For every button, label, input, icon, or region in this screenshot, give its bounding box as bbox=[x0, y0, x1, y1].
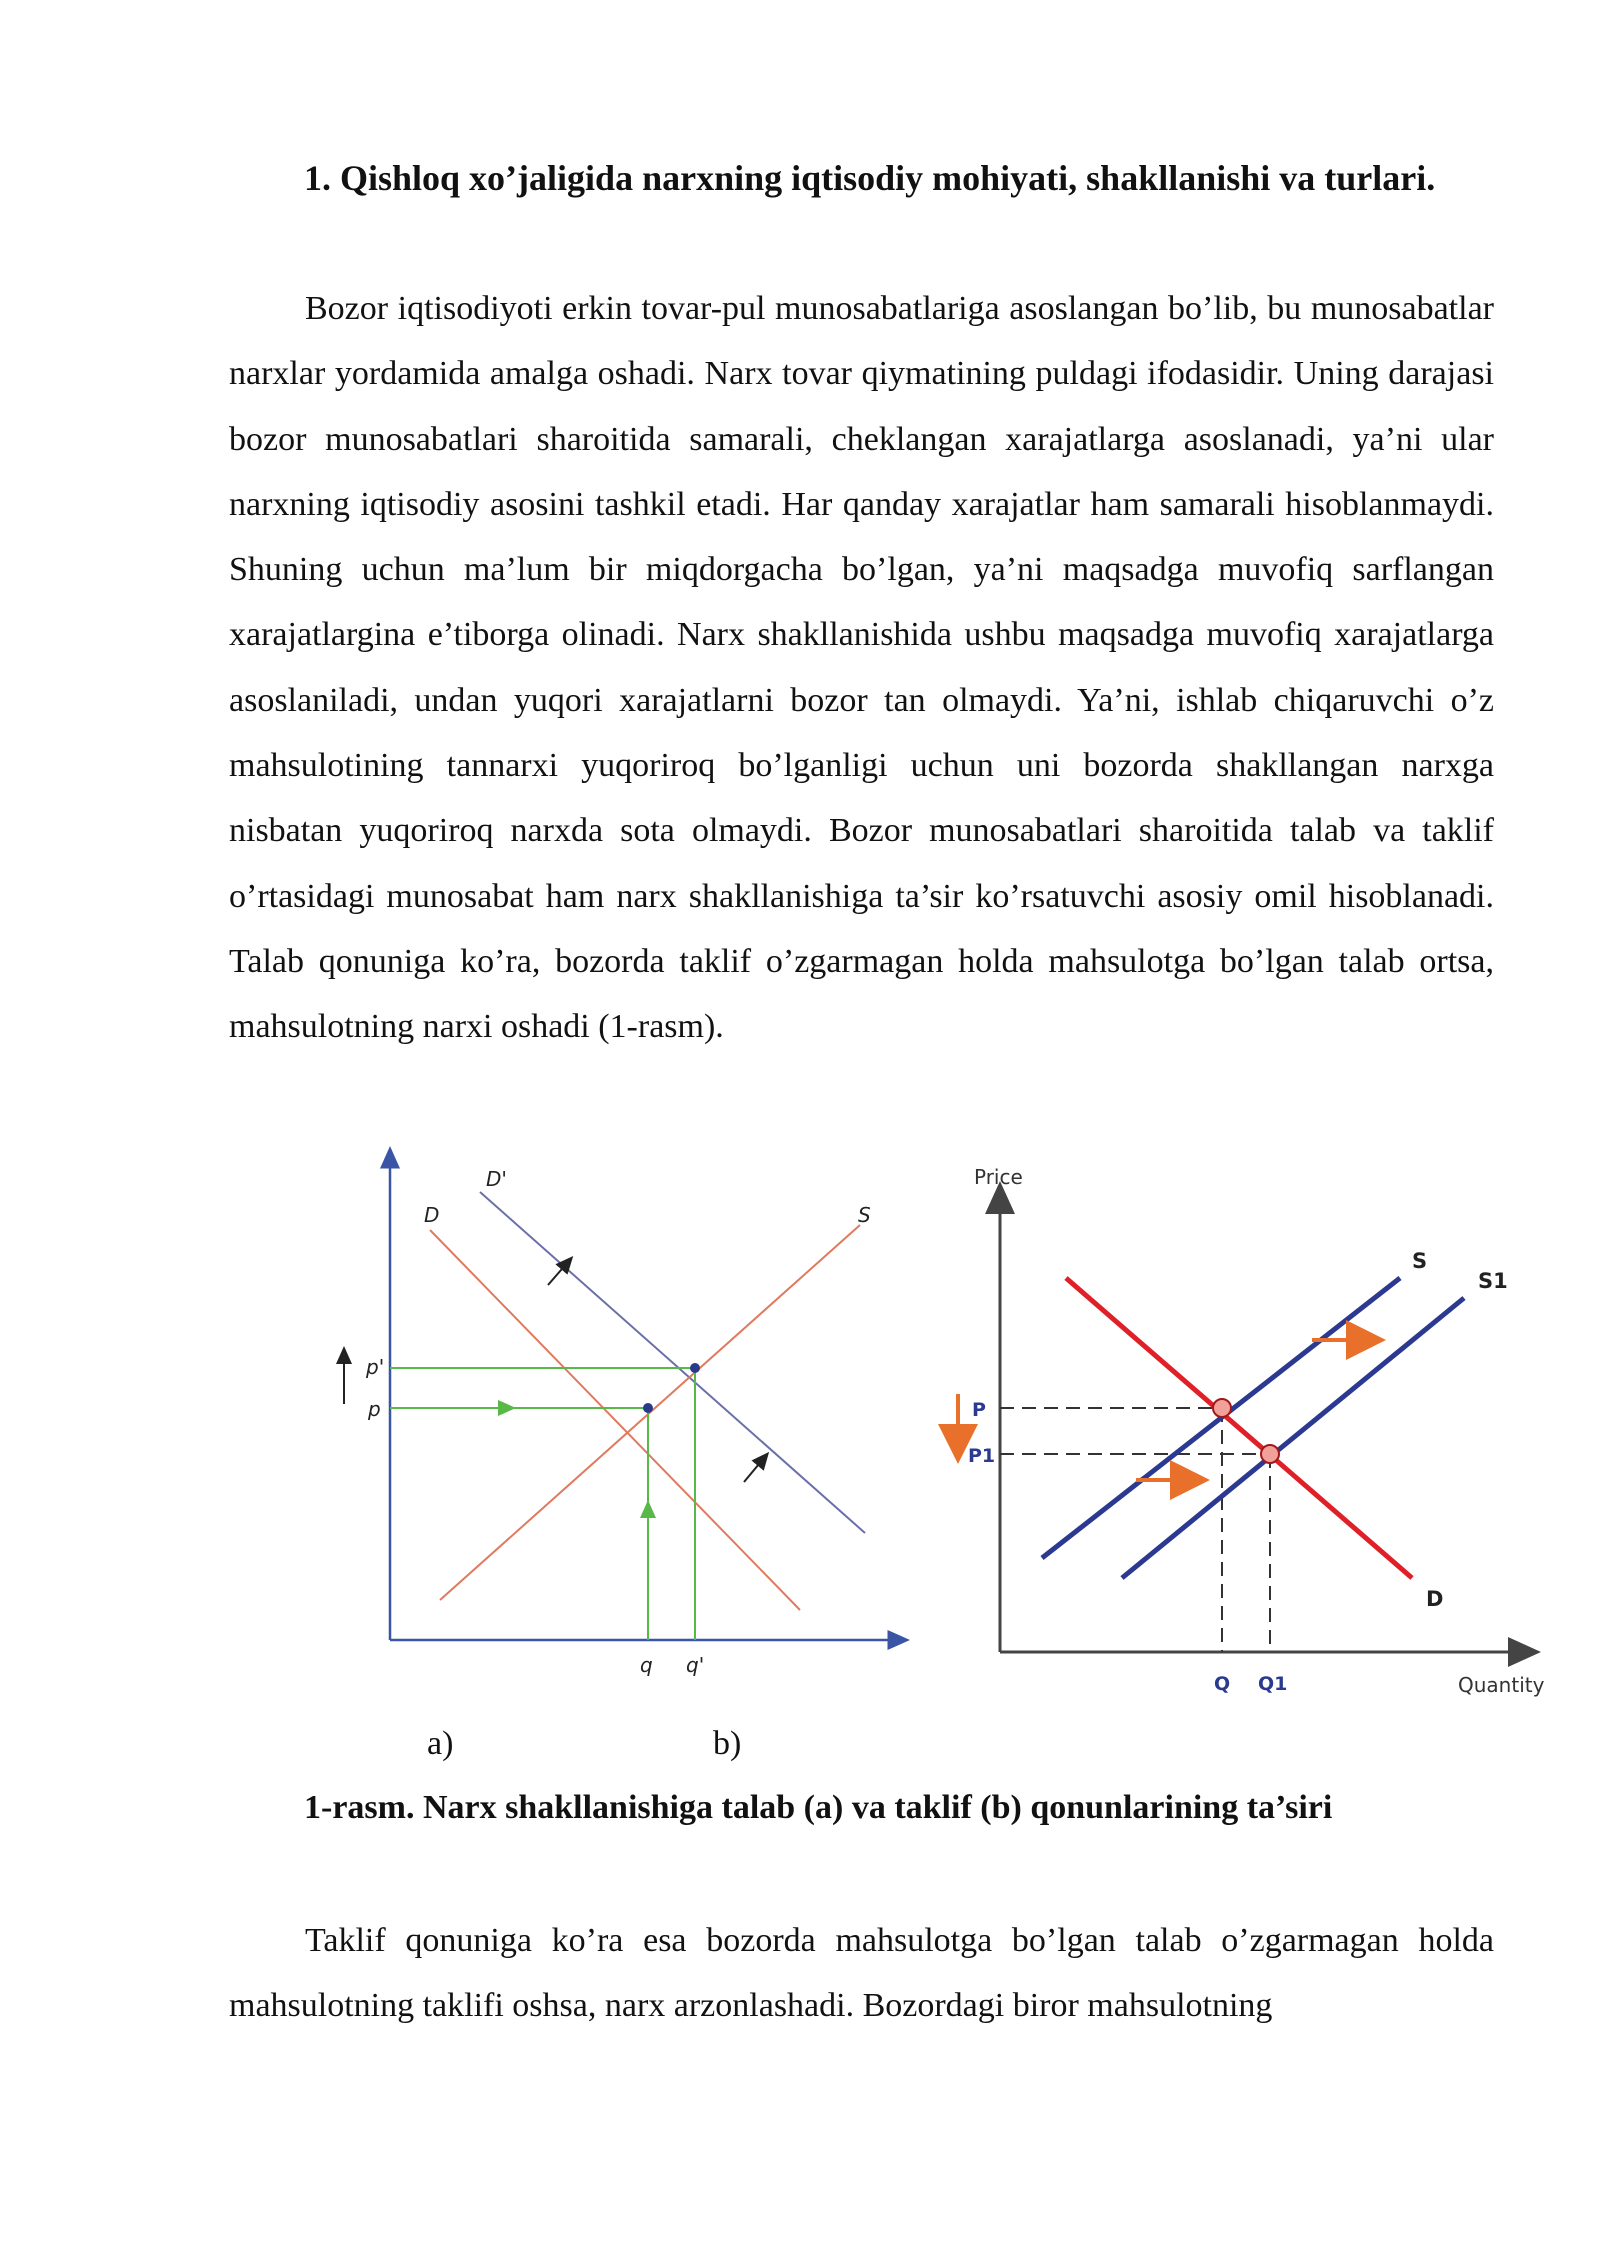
figure-b-label-Q: Q bbox=[1214, 1673, 1231, 1695]
figure-label-b: b) bbox=[713, 1725, 742, 1762]
figure-a-label-p-prime: p' bbox=[366, 1355, 385, 1379]
figure-b-supply-line bbox=[1042, 1278, 1400, 1558]
figure-b-label-quantity: Quantity bbox=[1458, 1673, 1545, 1697]
figure-caption: 1-rasm. Narx shakllanishiga talab (a) va taklif (b) qonunlarining ta’siri bbox=[304, 1789, 1333, 1826]
section-heading: 1. Qishloq xo’jaligida narxning iqtisodiy mohiyati, shakllanishi va turlari. bbox=[304, 158, 1436, 198]
figure-a-label-q-prime: q' bbox=[686, 1653, 705, 1677]
figure-b-label-Q1: Q1 bbox=[1258, 1673, 1288, 1695]
figure-a-label-p: p bbox=[368, 1397, 381, 1421]
figure-a-demand-shift bbox=[330, 1140, 910, 1680]
paragraph-supply bbox=[229, 1908, 1494, 2039]
figure-b-supply-shift bbox=[930, 1150, 1550, 1710]
figure-b-label-S1: S1 bbox=[1478, 1269, 1508, 1293]
figure-b-equilibrium-point bbox=[1213, 1399, 1231, 1417]
figure-a-label-q: q bbox=[640, 1653, 653, 1677]
figure-a-equilibrium-point bbox=[643, 1403, 653, 1413]
figure-b-label-price: Price bbox=[974, 1165, 1023, 1189]
figure-a-new-equilibrium-point bbox=[690, 1363, 700, 1373]
figure-b-label-S: S bbox=[1412, 1249, 1428, 1273]
figure-a-label-D: D bbox=[424, 1203, 440, 1227]
figure-b-label-D: D bbox=[1426, 1587, 1444, 1611]
figure-a-label-D-prime: D' bbox=[486, 1167, 507, 1191]
figure-a-demand-line bbox=[430, 1230, 800, 1610]
figure-a-label-S: S bbox=[858, 1203, 871, 1227]
figure-b-demand-line bbox=[1066, 1278, 1412, 1578]
figure-b-new-equilibrium-point bbox=[1261, 1445, 1279, 1463]
figure-a-shift-arrow-lower-icon bbox=[744, 1458, 764, 1482]
figure-b-shifted-supply-line bbox=[1122, 1298, 1464, 1578]
figure-a-shifted-demand-line bbox=[480, 1192, 865, 1533]
paragraph-intro-text: Bozor iqtisodiyoti erkin tovar-pul munosabatlariga asoslangan bo’lib, bu munosabatlar narxlar yordamida amalga oshadi. Narx tovar qiymatining puldagi ifodasidir. Uning darajasi bozor munosabatlari sharoitida samarali, cheklangan xarajatlarga asoslanadi, ya’ni ular narxning iqtisodiy asosini tashkil etadi. Har qanday xarajatlar ham samarali hisoblanmaydi. Shuning uchun ma’lum bir miqdorgacha bo’lgan, ya’ni maqsadga muvofiq sarflangan xarajatlargina e’tiborga olinadi. Narx shakllanishida ushbu maqsadga muvofiq xarajatlarga asoslaniladi, undan yuqori xarajatlarni bozor tan olmaydi. Ya’ni, ishlab chiqaruvchi o’z mahsulotining tannarxi yuqoriroq bo’lganligi uchun uni bozorda shakllangan narxga nisbatan yuqoriroq narxda sota olmaydi. Bozor munosabatlari sharoitida talab va taklif o’rtasidagi munosabat ham narx shakllanishiga ta’sir ko’rsatuvchi asosiy omil hisoblanadi. Talab qonuniga ko’ra, bozorda taklif o’zgarmagan holda mahsulotga bo’lgan talab ortsa, mahsulotning narxi oshadi (1-rasm). bbox=[229, 290, 1494, 1046]
figure-b-label-P: P bbox=[972, 1399, 986, 1421]
paragraph-intro bbox=[229, 276, 1494, 1060]
figure-label-a: a) bbox=[427, 1725, 454, 1762]
figure-a-shift-arrow-upper-icon bbox=[548, 1262, 568, 1285]
figure-b-label-P1: P1 bbox=[968, 1445, 996, 1467]
paragraph-supply-text: Taklif qonuniga ko’ra esa bozorda mahsulotga bo’lgan talab o’zgarmagan holda mahsulotning taklifi oshsa, narx arzonlashadi. Bozordagi biror mahsulotning bbox=[229, 1922, 1494, 2025]
